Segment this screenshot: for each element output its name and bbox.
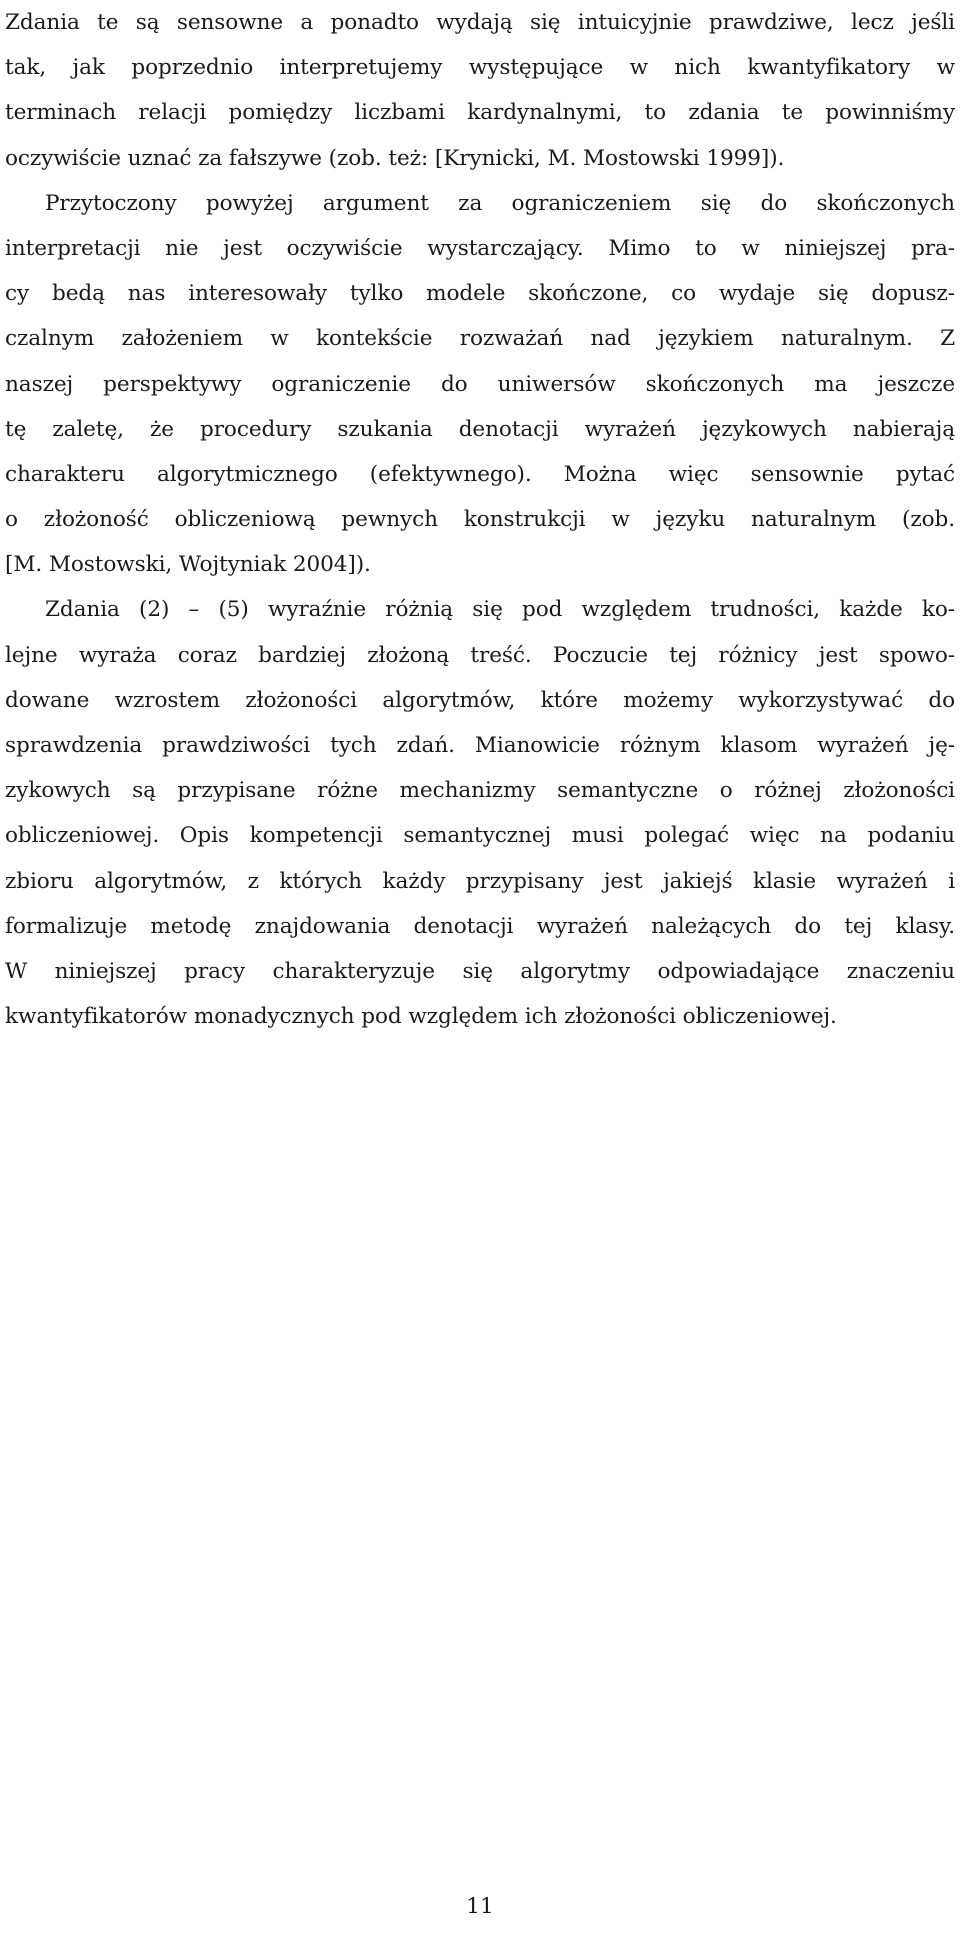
- text-line: oczywiście uznać za fałszywe (zob. też: [Krynicki, M. Mostowski 1999]).: [5, 145, 785, 171]
- text-line: dowane wzrostem złożoności algorytmów, które możemy wykorzystywać do: [5, 687, 955, 713]
- text-line: obliczeniowej. Opis kompetencji semantycznej musi polegać więc na podaniu: [5, 823, 955, 849]
- text-line: charakteru algorytmicznego (efektywnego). Można więc sensownie pytać: [5, 461, 955, 487]
- body-text: [5, 0, 955, 1039]
- text-line: Zdania (2) – (5) wyraźnie różnią się pod względem trudności, każde ko-: [45, 597, 955, 623]
- text-line: W niniejszej pracy charakteryzuje się algorytmy odpowiadające znaczeniu: [5, 958, 955, 984]
- text-line: czalnym założeniem w kontekście rozważań nad językiem naturalnym. Z: [5, 326, 955, 352]
- text-line: naszej perspektywy ograniczenie do uniwersów skończonych ma jeszcze: [5, 371, 955, 397]
- text-line: zbioru algorytmów, z których każdy przypisany jest jakiejś klasie wyrażeń i: [5, 868, 955, 894]
- text-line: [M. Mostowski, Wojtyniak 2004]).: [5, 552, 371, 578]
- text-line: zykowych są przypisane różne mechanizmy semantyczne o różnej złożoności: [5, 778, 955, 804]
- text-line: tak, jak poprzednio interpretujemy występujące w nich kwantyfikatory w: [5, 55, 955, 81]
- text-line: terminach relacji pomiędzy liczbami kardynalnymi, to zdania te powinniśmy: [5, 100, 955, 126]
- text-line: interpretacji nie jest oczywiście wystarczający. Mimo to w niniejszej pra-: [5, 235, 955, 261]
- text-line: sprawdzenia prawdziwości tych zdań. Mianowicie różnym klasom wyrażeń ję-: [5, 733, 955, 758]
- paragraph-1: [5, 0, 955, 181]
- text-line: formalizuje metodę znajdowania denotacji wyrażeń należących do tej klasy.: [5, 913, 955, 939]
- text-line: cy bedą nas interesowały tylko modele skończone, co wydaje się dopusz-: [5, 281, 955, 307]
- text-line: Przytoczony powyżej argument za ograniczeniem się do skończonych: [45, 190, 955, 216]
- text-line: lejne wyraża coraz bardziej złożoną treść. Poczucie tej różnicy jest spowo-: [5, 642, 955, 668]
- page-number: 11: [466, 1894, 494, 1919]
- text-line: kwantyfikatorów monadycznych pod względem ich złożoności obliczeniowej.: [5, 1004, 837, 1030]
- text-line: Zdania te są sensowne a ponadto wydają się intuicyjnie prawdziwe, lecz jeśli: [5, 10, 955, 35]
- paragraph-2: [5, 181, 955, 588]
- text-line: o złożoność obliczeniową pewnych konstrukcji w języku naturalnym (zob.: [5, 507, 955, 533]
- paragraph-3: [5, 587, 955, 1039]
- text-line: tę zaletę, że procedury szukania denotacji wyrażeń językowych nabierają: [5, 416, 955, 442]
